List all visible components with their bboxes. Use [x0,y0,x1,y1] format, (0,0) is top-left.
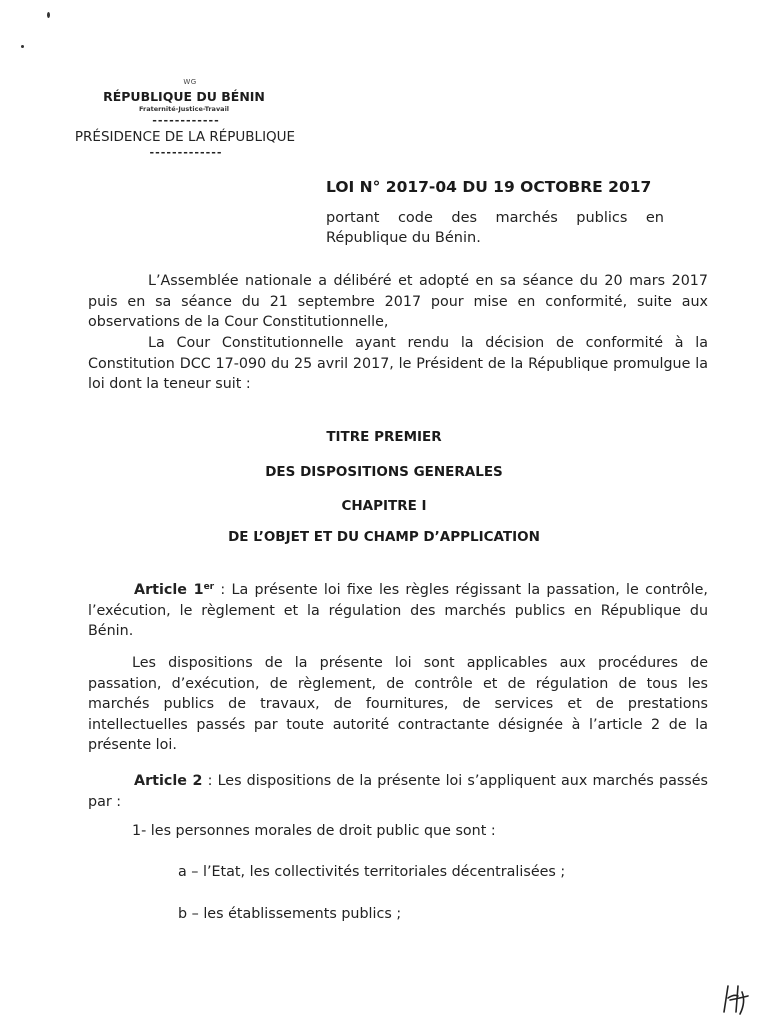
article-2-item-1: 1- les personnes morales de droit public que sont : [132,823,496,839]
dispositions-heading: DES DISPOSITIONS GENERALES [265,464,503,480]
presidence-label: PRÉSIDENCE DE LA RÉPUBLIQUE [74,129,296,145]
chapitre-heading: CHAPITRE I [341,498,427,514]
article-1-paragraph [88,577,708,642]
header-divider-bottom: ------------- [148,146,222,159]
article-2-item-b: b – les établissements publics ; [178,906,402,922]
titre-heading: TITRE PREMIER [326,429,442,445]
preamble-text-2: La Cour Constitutionnelle ayant rendu la décision de conformité à la Constitution DCC 17-090 du 25 avril 2017, le Président de la République promulgue la loi dont la teneur suit : [88,335,708,392]
national-motto: Fraternité-Justice-Travail [138,105,230,113]
scan-speck [47,12,50,18]
objet-heading: DE L’OBJET ET DU CHAMP D’APPLICATION [228,529,540,545]
article-2-label: Article 2 [134,773,203,789]
header-divider-top: ------------ [151,114,219,127]
preamble-text-1: L’Assemblée nationale a délibéré et adopté en sa séance du 20 mars 2017 puis en sa séance du 21 septembre 2017 pour mise en conformité, suite aux observations de la Cour Constitutionnelle, [88,273,708,330]
article-1-superscript: er [203,582,215,592]
preamble-paragraph-2 [88,333,708,395]
preamble-paragraph-1 [88,271,708,333]
article-1-text: : La présente loi fixe les règles régissant la passation, le contrôle, l’exécution, le règlement et la régulation des marchés publics en République du Bénin. [88,582,708,639]
republic-name: RÉPUBLIQUE DU BÉNIN [103,89,265,104]
law-subtitle: portant code des marchés publics en République du Bénin. [326,210,664,246]
scan-speck [21,45,24,48]
document-header [70,78,330,159]
article-2-text: : Les dispositions de la présente loi s’appliquent aux marchés passés par : [88,773,708,810]
article-1-text-2: Les dispositions de la présente loi sont applicables aux procédures de passation, d’exécution, de règlement, de contrôle et de régulation de tous les marchés publics de travaux, de fournitures, de services et de prestations intellectuelles passés par toute autorité contractante désignée à l’article 2 de la présente loi. [88,655,708,753]
header-wg: WG [183,78,197,86]
article-2-paragraph [88,771,708,812]
handwritten-initials [716,982,756,1016]
article-1-label: Article 1 [134,582,204,598]
article-1-paragraph-2 [88,653,708,756]
law-title: LOI N° 2017-04 DU 19 OCTOBRE 2017 [326,178,652,196]
article-2-item-a: a – l’Etat, les collectivités territoriales décentralisées ; [178,864,566,880]
